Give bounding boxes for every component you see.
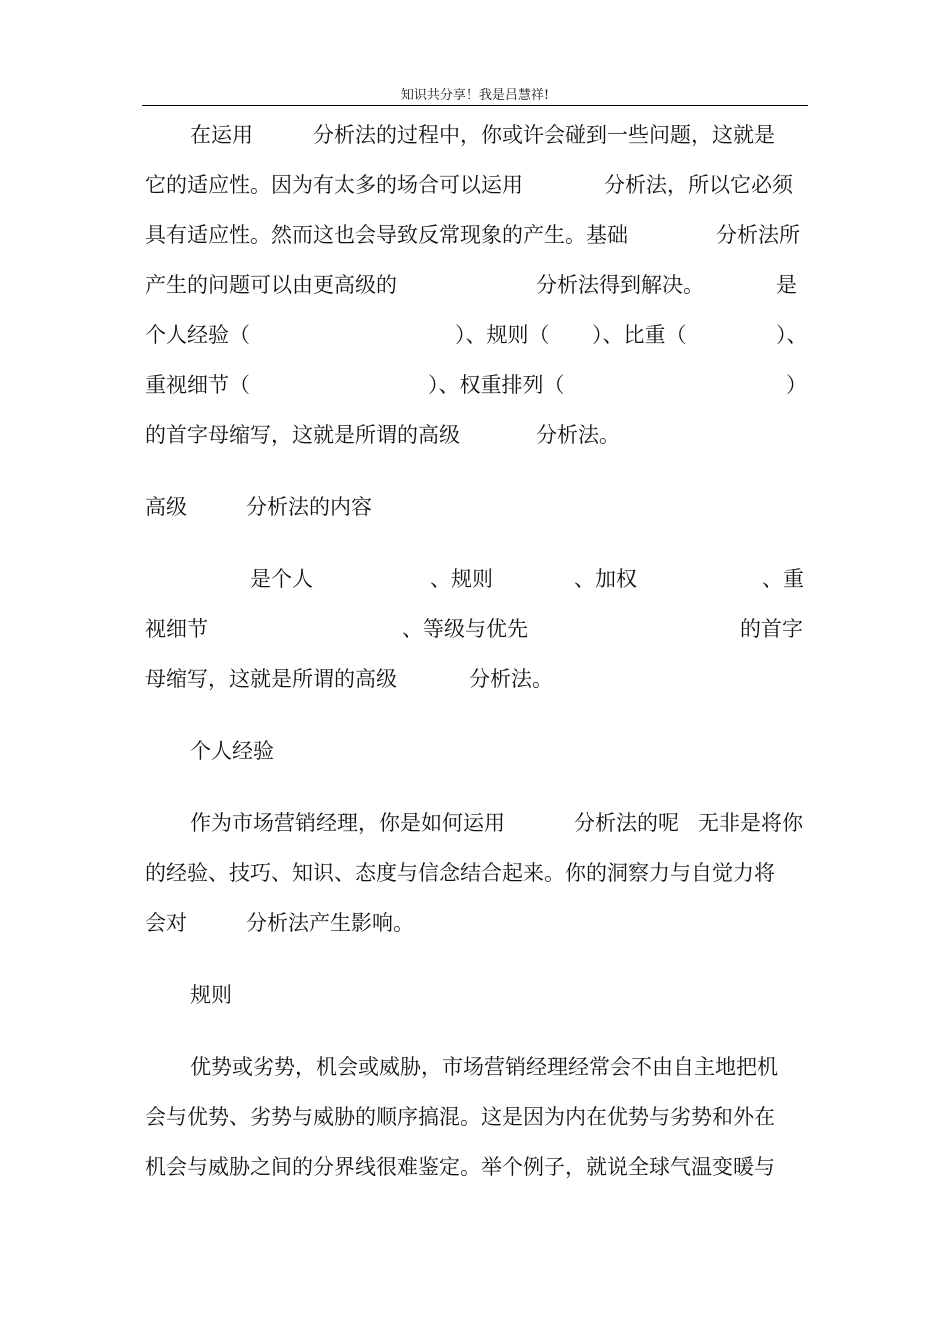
text-segment: 产生的问题可以由更高级的 (145, 273, 397, 297)
text-segment: 、加权 (574, 567, 637, 591)
text-segment: 的首字母缩写，这就是所谓的高级 (145, 423, 460, 447)
text-segment: 无非是将你 (698, 811, 803, 835)
text-segment: 优势或劣势，机会或威胁，市场营销经理经常会不由自主地把机 (190, 1055, 778, 1079)
text-segment: ）、权重排列（ (428, 373, 565, 397)
text-segment: 具有适应性。然而这也会导致反常现象的产生。基础 (145, 223, 628, 247)
text-segment: 在运用 (190, 123, 253, 147)
text-segment: 作为市场营销经理，你是如何运用 (190, 811, 505, 835)
text-segment: 分析法。 (469, 667, 553, 691)
text-segment: 个人经验 (190, 739, 274, 763)
text-segment: 分析法，所以它必须 (604, 173, 793, 197)
text-segment: 、规则 (430, 567, 493, 591)
text-segment: 分析法的内容 (246, 495, 372, 519)
text-segment: 是 (776, 273, 797, 297)
text-segment: 分析法。 (536, 423, 620, 447)
text-segment: 会与优势、劣势与威胁的顺序搞混。这是因为内在优势与劣势和外在 (145, 1105, 775, 1129)
text-segment: 分析法的呢 (574, 811, 679, 835)
text-segment: 规则 (190, 983, 232, 1007)
page-header: 知识共分享！我是吕慧祥! (400, 88, 550, 103)
text-segment: 视细节 (145, 617, 208, 641)
text-segment: 个人经验（ (145, 323, 250, 347)
text-segment: 会对 (145, 911, 187, 935)
text-segment: 的首字 (740, 617, 803, 641)
text-segment: 是个人 (250, 567, 313, 591)
text-segment: 分析法产生影响。 (246, 911, 414, 935)
text-segment: 它的适应性。因为有太多的场合可以运用 (145, 173, 523, 197)
text-segment: 的经验、技巧、知识、态度与信念结合起来。你的洞察力与自觉力将 (145, 861, 775, 885)
text-segment: 机会与威胁之间的分界线很难鉴定。举个例子，就说全球气温变暖与 (145, 1155, 775, 1179)
text-segment: ）、 (776, 323, 808, 347)
text-segment: 重视细节（ (145, 373, 250, 397)
text-segment: 高级 (145, 495, 187, 519)
text-segment: ） (786, 373, 807, 397)
text-segment: 、重 (762, 567, 804, 591)
text-segment: 分析法的过程中，你或许会碰到一些问题，这就是 (313, 123, 775, 147)
header-divider (142, 105, 808, 106)
text-segment: ）、规则（ (455, 323, 550, 347)
text-segment: 分析法得到解决。 (536, 273, 704, 297)
text-segment: 母缩写，这就是所谓的高级 (145, 667, 397, 691)
text-segment: 、等级与优先 (402, 617, 528, 641)
text-segment: ）、比重（ (592, 323, 687, 347)
text-segment: 分析法所 (716, 223, 800, 247)
